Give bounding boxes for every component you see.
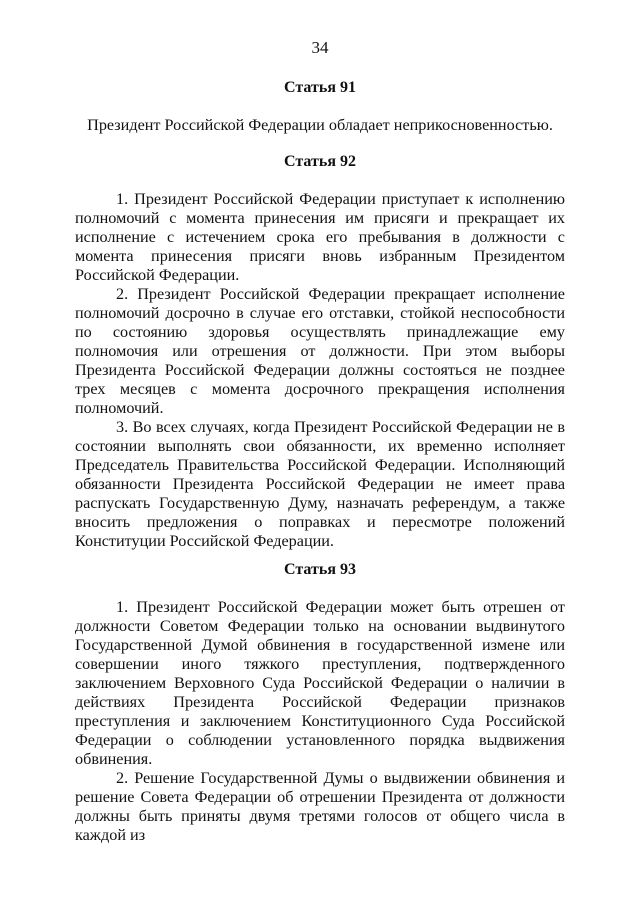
article-92-heading: Статья 92 <box>284 153 356 170</box>
article-91-body <box>75 116 565 135</box>
article-92-body <box>75 190 565 551</box>
article-91-paragraph-1: Президент Российской Федерации обладает неприкосновенностью. <box>87 116 553 134</box>
page-number: 34 <box>311 38 329 57</box>
article-92-paragraph-2: 2. Президент Российской Федерации прекращает исполнение полномочий досрочно в случае его отставки, стойкой неспособности по состоянию здоровья осуществлять принадлежащие ему полномочия или отрешения от должности. При этом выборы Президента Российской Федерации должны состояться не позднее трех месяцев с момента досрочного прекращения исполнения полномочий. <box>75 285 565 417</box>
article-93-paragraph-2: 2. Решение Государственной Думы о выдвижении обвинения и решение Совета Федерации об отрешении Президента от должности должны быть приняты двумя третями голосов от общего числа в каждой из <box>75 769 565 844</box>
article-92-paragraph-1: 1. Президент Российской Федерации приступает к исполнению полномочий с момента принесения им присяги и прекращает их исполнение с истечением срока его пребывания в должности с момента принесения присяги вновь избранным Президентом Российской Федерации. <box>75 190 565 284</box>
article-93-body <box>75 598 565 845</box>
article-91-heading: Статья 91 <box>284 79 356 96</box>
article-93-heading: Статья 93 <box>284 561 356 578</box>
article-92-paragraph-3: 3. Во всех случаях, когда Президент Российской Федерации не в состоянии выполнять свои обязанности, их временно исполняет Председатель Правительства Российской Федерации. Исполняющий обязанности Президента Российской Федерации не имеет права распускать Государственную Думу, назначать референдум, а также вносить предложения о поправках и пересмотре положений Конституции Российской Федерации. <box>75 418 565 550</box>
article-93-paragraph-1: 1. Президент Российской Федерации может быть отрешен от должности Советом Федерации только на основании выдвинутого Государственной Думой обвинения в государственной измене или совершении иного тяжкого преступления, подтвержденного заключением Верховного Суда Российской Федерации о наличии в действиях Президента Российской Федерации признаков преступления и заключением Конституционного Суда Российской Федерации о соблюдении установленного порядка выдвижения обвинения. <box>75 598 565 768</box>
